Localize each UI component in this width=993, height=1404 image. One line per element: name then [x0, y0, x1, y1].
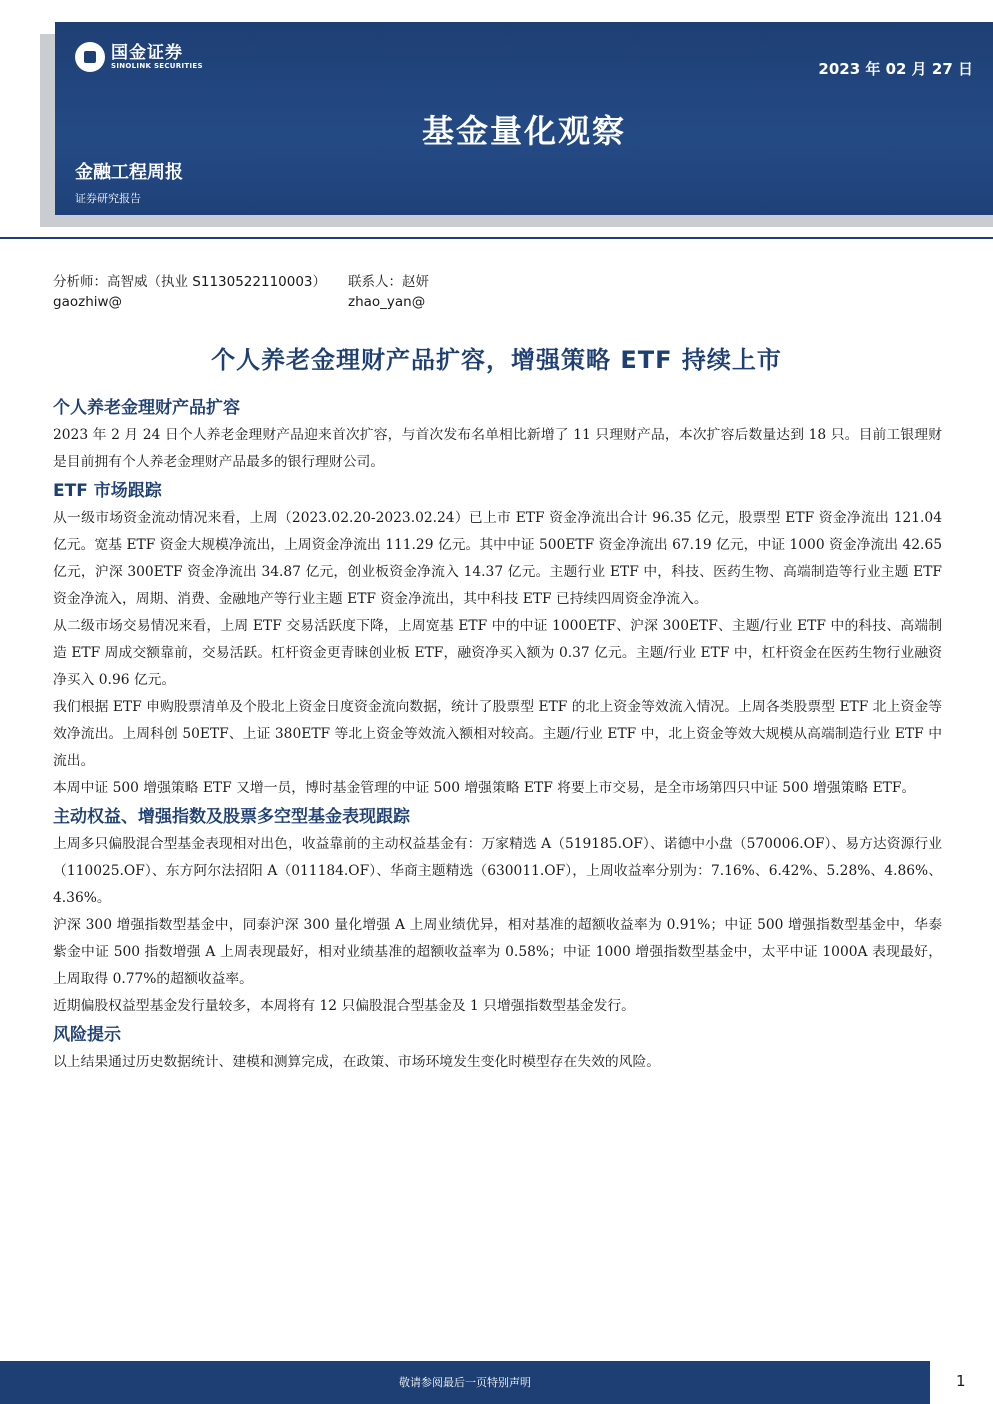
analyst-name: 分析师：高智威（执业 S1130522110003）: [53, 274, 327, 290]
paragraph: 以上结果通过历史数据统计、建模和测算完成，在政策、市场环境发生变化时模型存在失效的风险。: [53, 1054, 661, 1070]
section-title: 风险提示: [53, 1025, 121, 1045]
author-block: [53, 272, 429, 312]
report-body: [53, 394, 942, 1077]
paragraph: 2023 年 2 月 24 日个人养老金理财产品迎来首次扩容，与首次发布名单相比新增了 11 只理财产品，本次扩容后数量达到 18 只。目前工银理财是目前拥有个人养老金理财产品最多的银行理财公司。: [53, 427, 942, 470]
paragraph: 沪深 300 增强指数型基金中，同泰沪深 300 量化增强 A 上周业绩优异，相对基准的超额收益率为 0.91%；中证 500 增强指数型基金中，华泰紫金中证 500 指数增强 A 上周表现最好，相对业绩基准的超额收益率为 0.58%；中证 1000 增强指数型基金中，太平中证 1000A 表现最好，上周取得 0.77%的超额收益率。: [53, 917, 942, 987]
section-risk: [53, 1021, 942, 1076]
report-headline: 个人养老金理财产品扩容，增强策略 ETF 持续上市: [211, 346, 782, 374]
section-title: ETF 市场跟踪: [53, 481, 162, 501]
contact-name: 联系人：赵妍: [348, 274, 429, 290]
paragraph: 近期偏股权益型基金发行量较多，本周将有 12 只偏股混合型基金及 1 只增强指数型基金发行。: [53, 998, 635, 1014]
logo-text-en: SINOLINK SECURITIES: [111, 61, 203, 70]
section-pension: [53, 394, 942, 476]
paragraph: 从一级市场资金流动情况来看，上周（2023.02.20-2023.02.24）已上市 ETF 资金净流出合计 96.35 亿元，股票型 ETF 资金净流出 121.04 亿元。宽基 ETF 资金大规模净流出，上周资金净流出 111.29 亿元。其中中证 500ETF 资金净流出 67.19 亿元，中证 1000 资金净流出 42.65 亿元，沪深 300ETF 资金净流出 34.87 亿元，创业板资金净流入 14.37 亿元。主题行业 ETF 中，科技、医药生物、高端制造等行业主题 ETF 资金净流入，周期、消费、金融地产等行业主题 ETF 资金净流出，其中科技 ETF 已持续四周资金净流入。: [53, 510, 942, 607]
paragraph: 从二级市场交易情况来看，上周 ETF 交易活跃度下降，上周宽基 ETF 中的中证 1000ETF、沪深 300ETF、主题/行业 ETF 中的科技、高端制造 ETF 周成交额靠前，交易活跃。杠杆资金更青睐创业板 ETF，融资净买入额为 0.37 亿元。主题/行业 ETF 中，杠杆资金在医药生物行业融资净买入 0.96 亿元。: [53, 618, 942, 688]
paragraph: 本周中证 500 增强策略 ETF 又增一员，博时基金管理的中证 500 增强策略 ETF 将要上市交易，是全市场第四只中证 500 增强策略 ETF。: [53, 780, 916, 796]
logo-text-cn: 国金证券: [111, 42, 183, 63]
section-title: 主动权益、增强指数及股票多空型基金表现跟踪: [53, 807, 410, 827]
page-number: 1: [956, 1372, 966, 1390]
report-date: 2023 年 02 月 27 日: [818, 60, 973, 78]
section-title: 个人养老金理财产品扩容: [53, 398, 240, 418]
report-series: 金融工程周报: [75, 162, 183, 183]
report-type: 证券研究报告: [75, 192, 141, 205]
logo-mark-icon: [75, 42, 105, 72]
footer-disclaimer: 敬请参阅最后一页特别声明: [0, 1362, 930, 1404]
contact-email[interactable]: zhao_yan@: [348, 294, 426, 310]
section-fund-performance: [53, 803, 942, 1020]
header-divider: [0, 237, 993, 239]
report-title: 基金量化观察: [421, 112, 626, 150]
analyst-email[interactable]: gaozhiw@: [53, 294, 123, 310]
report-banner: [55, 22, 993, 215]
company-logo: [75, 42, 203, 72]
paragraph: 我们根据 ETF 申购股票清单及个股北上资金日度资金流向数据，统计了股票型 ETF 的北上资金等效流入情况。上周各类股票型 ETF 北上资金等效净流出。上周科创 50ETF、上证 380ETF 等北上资金等效流入额相对较高。主题/行业 ETF 中，北上资金等效大规模从高端制造行业 ETF 中流出。: [53, 699, 942, 769]
section-etf: [53, 477, 942, 802]
paragraph: 上周多只偏股混合型基金表现相对出色，收益靠前的主动权益基金有：万家精选 A（519185.OF）、诺德中小盘（570006.OF）、易方达资源行业（110025.OF）、东方阿尔法招阳 A（011184.OF）、华商主题精选（630011.OF），上周收益率分别为：7.16%、6.42%、5.28%、4.86%、4.36%。: [53, 836, 942, 906]
